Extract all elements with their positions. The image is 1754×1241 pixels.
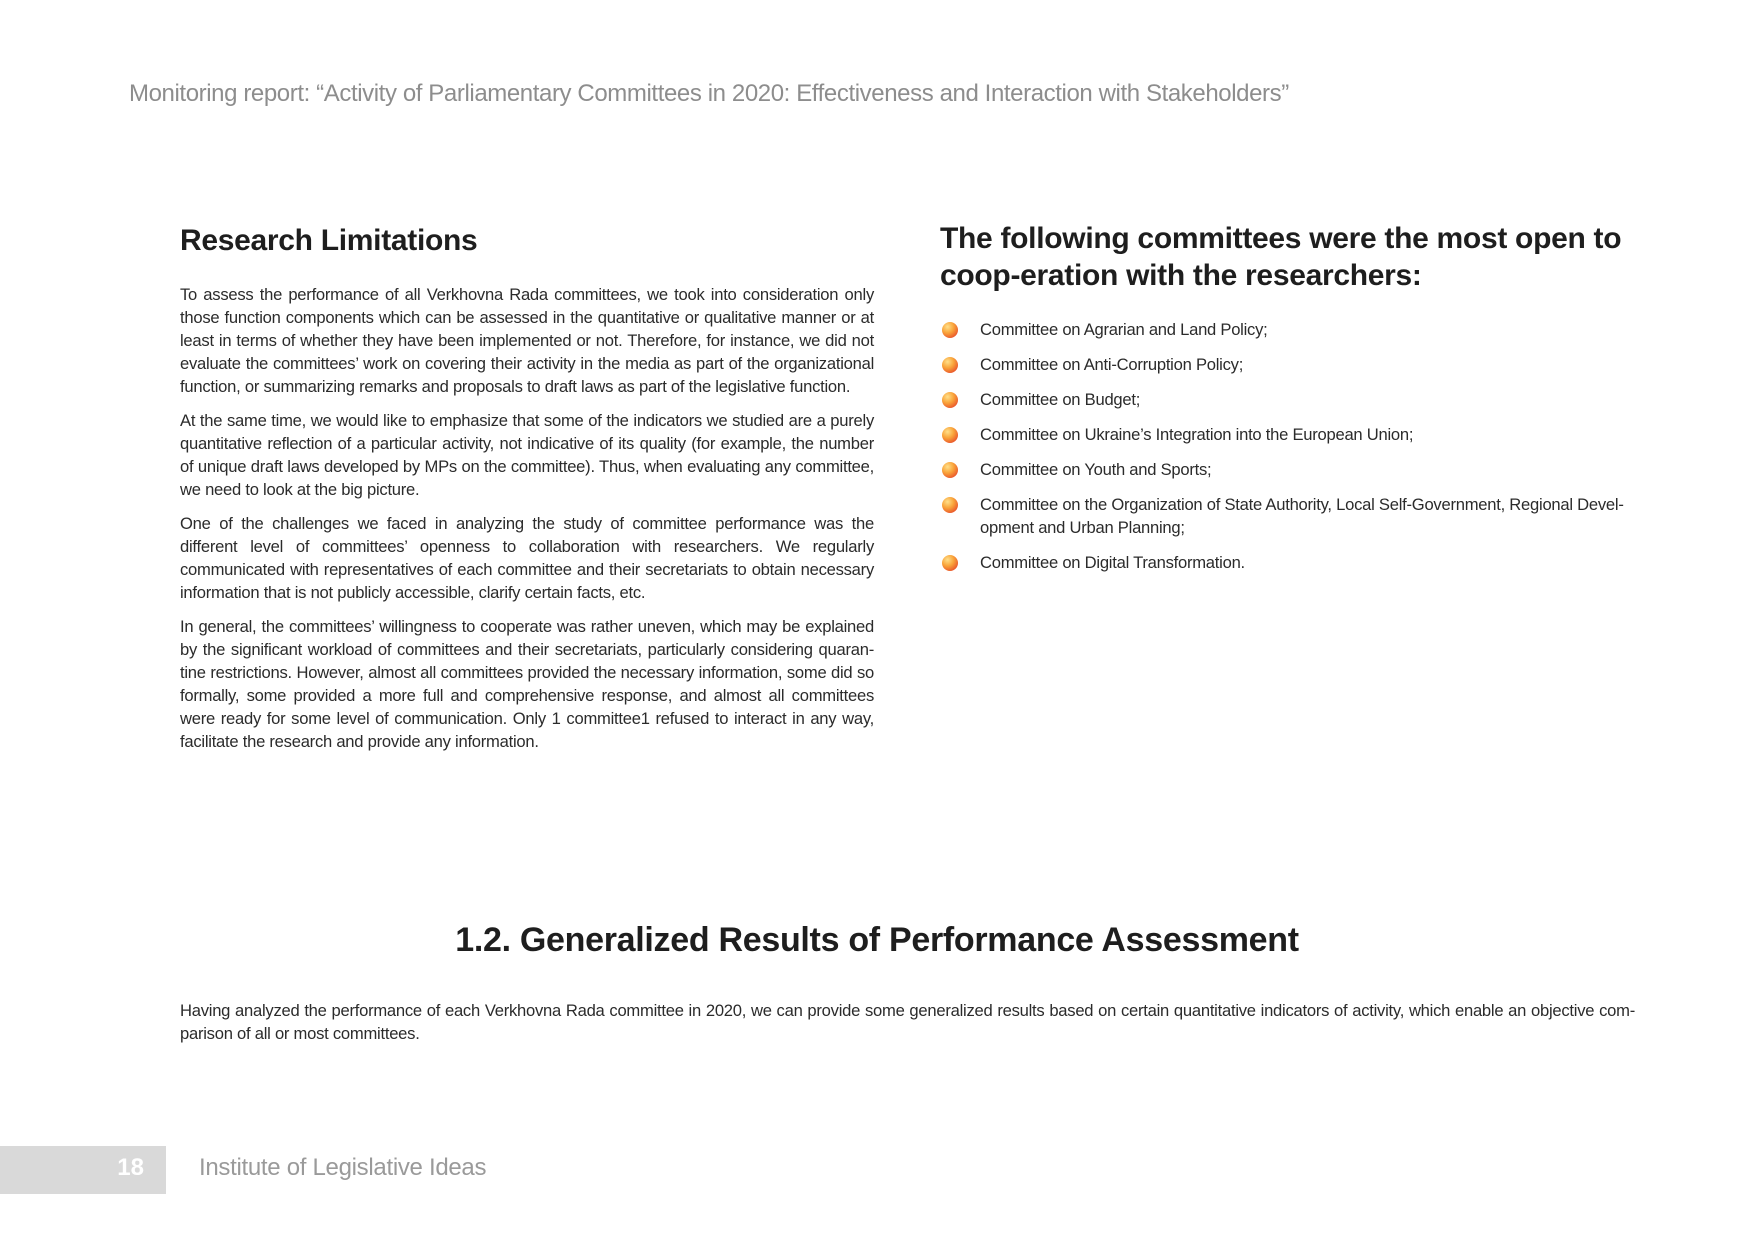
page-number: 18 <box>117 1154 144 1181</box>
list-item <box>940 423 1645 446</box>
open-committees-column <box>940 220 1645 586</box>
footer-organization: Institute of Legislative Ideas <box>199 1154 487 1181</box>
committee-name: Committee on Anti-Corruption Policy; <box>980 355 1244 374</box>
limitations-paragraph-2: At the same time, we would like to emphasize that some of the indicators we studied are a purely quantitative reflection of a particular activity, not indicative of its quality (for example, the number of unique draft laws developed by MPs on the committee). Thus, when evaluating any committee, we need to look at the big picture. <box>180 411 874 499</box>
committee-list <box>940 318 1645 574</box>
committee-name: Committee on Youth and Sports; <box>980 460 1212 479</box>
section-paragraph: Having analyzed the performance of each Verkhovna Rada committee in 2020, we can provide some generalized results based on certain quantitative indicators of activity, which enable an objective com-parison of all or most committees. <box>180 1000 1635 1043</box>
list-item <box>940 318 1645 341</box>
section-title: 1.2. Generalized Results of Performance Assessment <box>455 920 1299 959</box>
orange-bullet-icon <box>942 322 958 338</box>
research-limitations-heading: Research Limitations <box>180 224 478 257</box>
list-item <box>940 493 1645 539</box>
committee-name: Committee on the Organization of State Authority, Local Self-Government, Regional Devel-opment and Urban Planning; <box>980 495 1624 537</box>
research-limitations-column <box>180 222 874 764</box>
open-committees-heading: The following committees were the most open to coop-eration with the researchers: <box>940 222 1622 292</box>
list-item <box>940 388 1645 411</box>
orange-bullet-icon <box>942 462 958 478</box>
committee-name: Committee on Agrarian and Land Policy; <box>980 320 1268 339</box>
committee-name: Committee on Budget; <box>980 390 1141 409</box>
orange-bullet-icon <box>942 392 958 408</box>
orange-bullet-icon <box>942 427 958 443</box>
running-header: Monitoring report: “Activity of Parliamentary Committees in 2020: Effectiveness and Interaction with Stakeholders” <box>129 80 1289 107</box>
list-item <box>940 458 1645 481</box>
list-item <box>940 353 1645 376</box>
orange-bullet-icon <box>942 497 958 513</box>
limitations-paragraph-3: One of the challenges we faced in analyzing the study of committee performance was the different level of committees’ openness to collaboration with researchers. We regularly communicated with representatives of each committee and their secretariats to obtain necessary information that is not publicly accessible, clarify certain facts, etc. <box>180 514 874 602</box>
orange-bullet-icon <box>942 357 958 373</box>
committee-name: Committee on Ukraine’s Integration into the European Union; <box>980 425 1414 444</box>
list-item <box>940 551 1645 574</box>
limitations-paragraph-1: To assess the performance of all Verkhovna Rada committees, we took into consideration only those function components which can be assessed in the quantitative or qualitative manner or at least in terms of whether they have been implemented or not. Therefore, for instance, we did not evaluate the committees’ work on covering their activity in the media as part of the organizational function, or summarizing remarks and proposals to draft laws as part of the legislative function. <box>180 285 874 396</box>
committee-name: Committee on Digital Transformation. <box>980 553 1245 572</box>
limitations-paragraph-4: In general, the committees’ willingness to cooperate was rather uneven, which may be explained by the significant workload of committees and their secretariats, particularly considering quaran-tine restrictions. However, almost all committees provided the necessary information, some did so formally, some provided a more full and comprehensive response, and almost all committees were ready for some level of communication. Only 1 committee1 refused to interact in any way, facilitate the research and provide any information. <box>180 617 874 751</box>
orange-bullet-icon <box>942 555 958 571</box>
page-number-box <box>0 1146 166 1194</box>
